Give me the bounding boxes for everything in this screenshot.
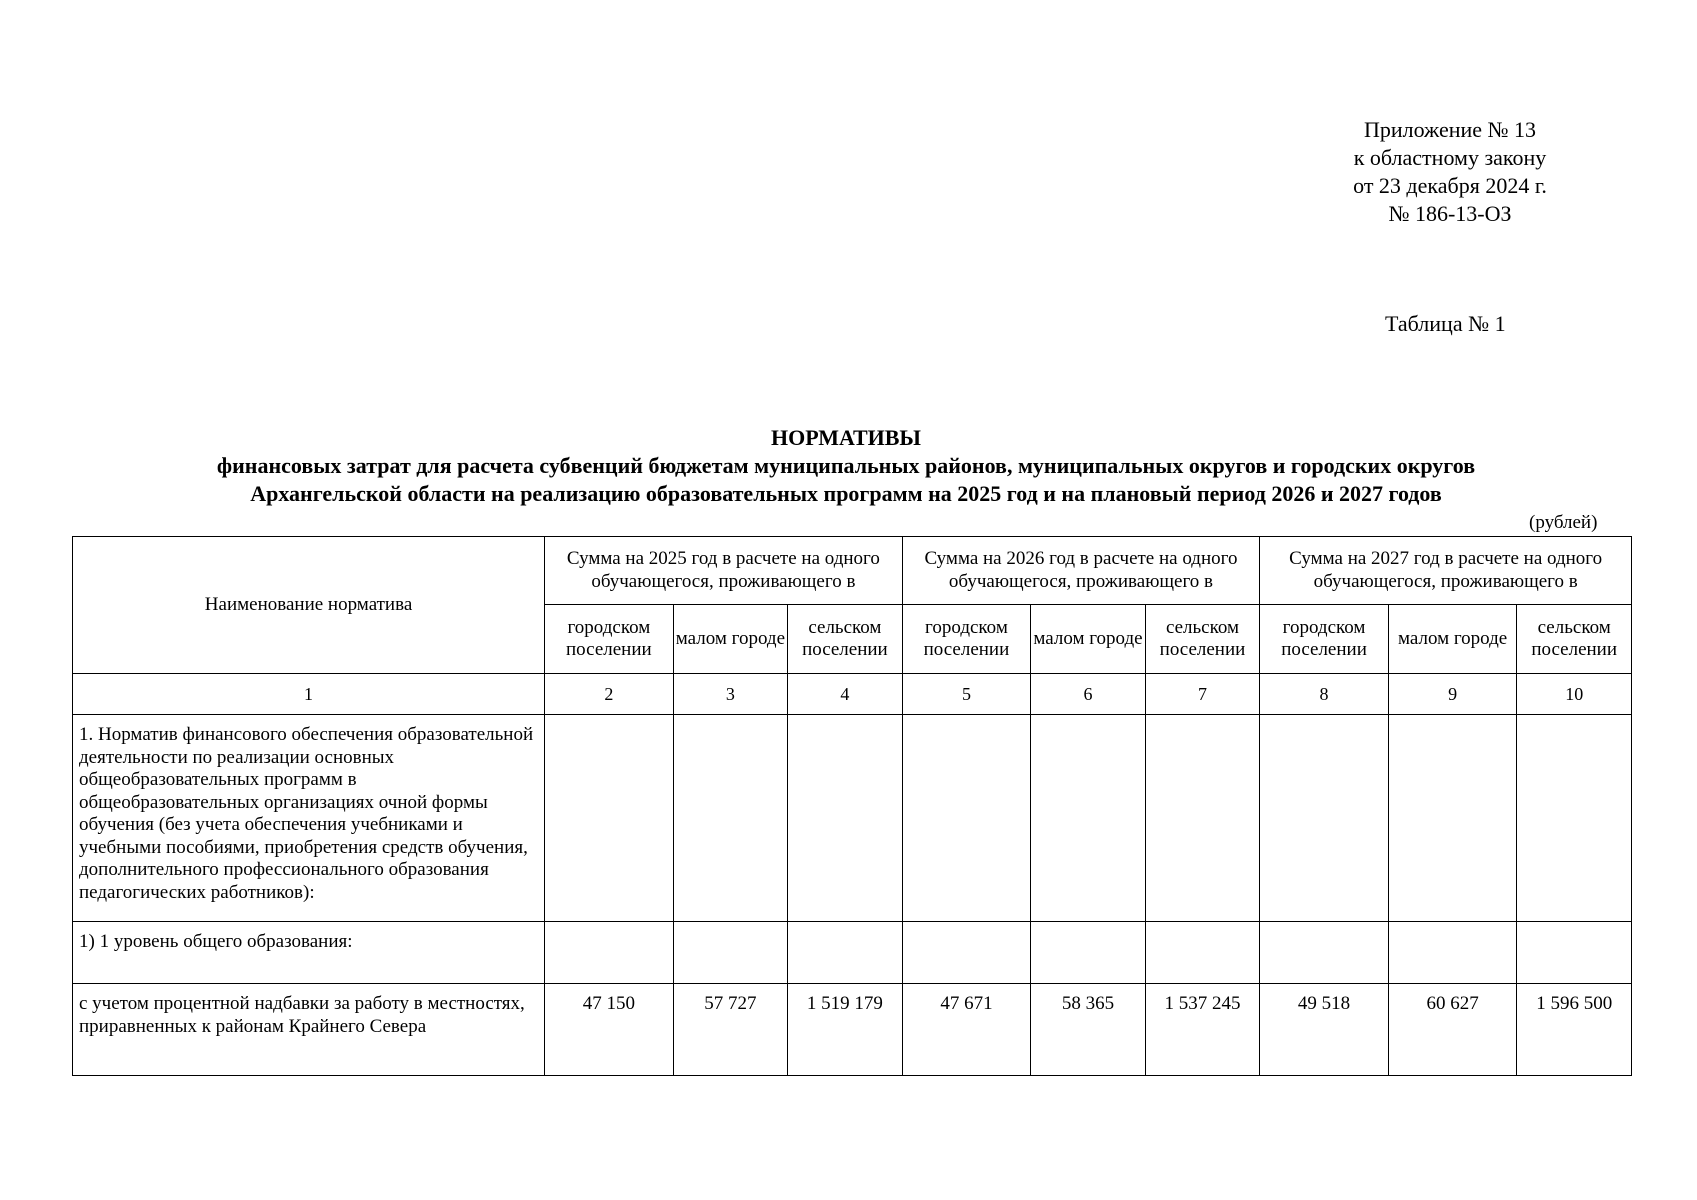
row-label: 1) 1 уровень общего образования:: [73, 922, 545, 984]
sub-header-2025-small-town: малом городе: [673, 605, 788, 674]
value-cell: [1145, 922, 1260, 984]
appendix-law-date: от 23 декабря 2024 г.: [1353, 173, 1547, 198]
value-cell: [1517, 715, 1632, 922]
table-row: [73, 715, 1632, 922]
value-cell: [673, 715, 788, 922]
value-cell: [673, 922, 788, 984]
value-cell: 49 518: [1260, 984, 1389, 1076]
sub-header-2026-rural: сельском поселении: [1145, 605, 1260, 674]
sub-header-2027-rural: сельском поселении: [1517, 605, 1632, 674]
year-2026-header: Сумма на 2026 год в расчете на одного обучающегося, проживающего в: [902, 537, 1260, 605]
value-cell: [1031, 922, 1146, 984]
document-title: [70, 424, 1622, 508]
appendix-reference: [1300, 116, 1600, 228]
name-column-header: Наименование норматива: [73, 537, 545, 674]
title-line-3: Архангельской области на реализацию образовательных программ на 2025 год и на плановый период 2026 и 2027 годов: [250, 481, 1442, 506]
table-row: [73, 922, 1632, 984]
column-number: 7: [1145, 674, 1260, 715]
column-number: 3: [673, 674, 788, 715]
column-number: 8: [1260, 674, 1389, 715]
appendix-law-reference: к областному закону: [1353, 145, 1547, 170]
table-number: Таблица № 1: [1385, 311, 1506, 336]
value-cell: [788, 922, 903, 984]
appendix-number: Приложение № 13: [1363, 117, 1537, 142]
sub-header-2027-urban: городском поселении: [1260, 605, 1389, 674]
table-row: [73, 984, 1632, 1076]
column-number: 10: [1517, 674, 1632, 715]
year-2027-header: Сумма на 2027 год в расчете на одного обучающегося, проживающего в: [1260, 537, 1632, 605]
title-heading: НОРМАТИВЫ: [770, 425, 922, 450]
value-cell: 60 627: [1388, 984, 1517, 1076]
value-cell: [1260, 715, 1389, 922]
value-cell: [545, 922, 674, 984]
row-label: с учетом процентной надбавки за работу в местностях, приравненных к районам Крайнего Севера: [73, 984, 545, 1076]
year-header-row: [73, 537, 1632, 605]
sub-header-2027-small-town: малом городе: [1388, 605, 1517, 674]
value-cell: [902, 715, 1031, 922]
value-cell: [902, 922, 1031, 984]
value-cell: [1031, 715, 1146, 922]
normatives-table: [72, 536, 1632, 1076]
column-number-row: [73, 674, 1632, 715]
value-cell: [1517, 922, 1632, 984]
year-2025-header: Сумма на 2025 год в расчете на одного обучающегося, проживающего в: [545, 537, 903, 605]
sub-header-2026-small-town: малом городе: [1031, 605, 1146, 674]
column-number: 6: [1031, 674, 1146, 715]
value-cell: 47 671: [902, 984, 1031, 1076]
row-label: 1. Норматив финансового обеспечения образовательной деятельности по реализации основных общеобразовательных программ в общеобразовательных организациях очной формы обучения (без учета обеспечения учебниками и учебными пособиями, приобретения средств обучения, дополнительного профессионального образования педагогических работников):: [73, 715, 545, 922]
appendix-law-number: № 186-13-ОЗ: [1388, 201, 1512, 226]
column-number: 5: [902, 674, 1031, 715]
title-line-2: финансовых затрат для расчета субвенций бюджетам муниципальных районов, муниципальных округов и городских округов: [216, 453, 1476, 478]
units-label: (рублей): [1529, 512, 1598, 533]
sub-header-2026-urban: городском поселении: [902, 605, 1031, 674]
value-cell: 58 365: [1031, 984, 1146, 1076]
column-number: 4: [788, 674, 903, 715]
column-number: 1: [73, 674, 545, 715]
value-cell: [1260, 922, 1389, 984]
value-cell: [1388, 715, 1517, 922]
value-cell: 57 727: [673, 984, 788, 1076]
value-cell: [545, 715, 674, 922]
sub-header-2025-rural: сельском поселении: [788, 605, 903, 674]
column-number: 9: [1388, 674, 1517, 715]
value-cell: 1 519 179: [788, 984, 903, 1076]
sub-header-2025-urban: городском поселении: [545, 605, 674, 674]
value-cell: 47 150: [545, 984, 674, 1076]
column-number: 2: [545, 674, 674, 715]
value-cell: [788, 715, 903, 922]
value-cell: 1 596 500: [1517, 984, 1632, 1076]
value-cell: [1388, 922, 1517, 984]
value-cell: 1 537 245: [1145, 984, 1260, 1076]
value-cell: [1145, 715, 1260, 922]
